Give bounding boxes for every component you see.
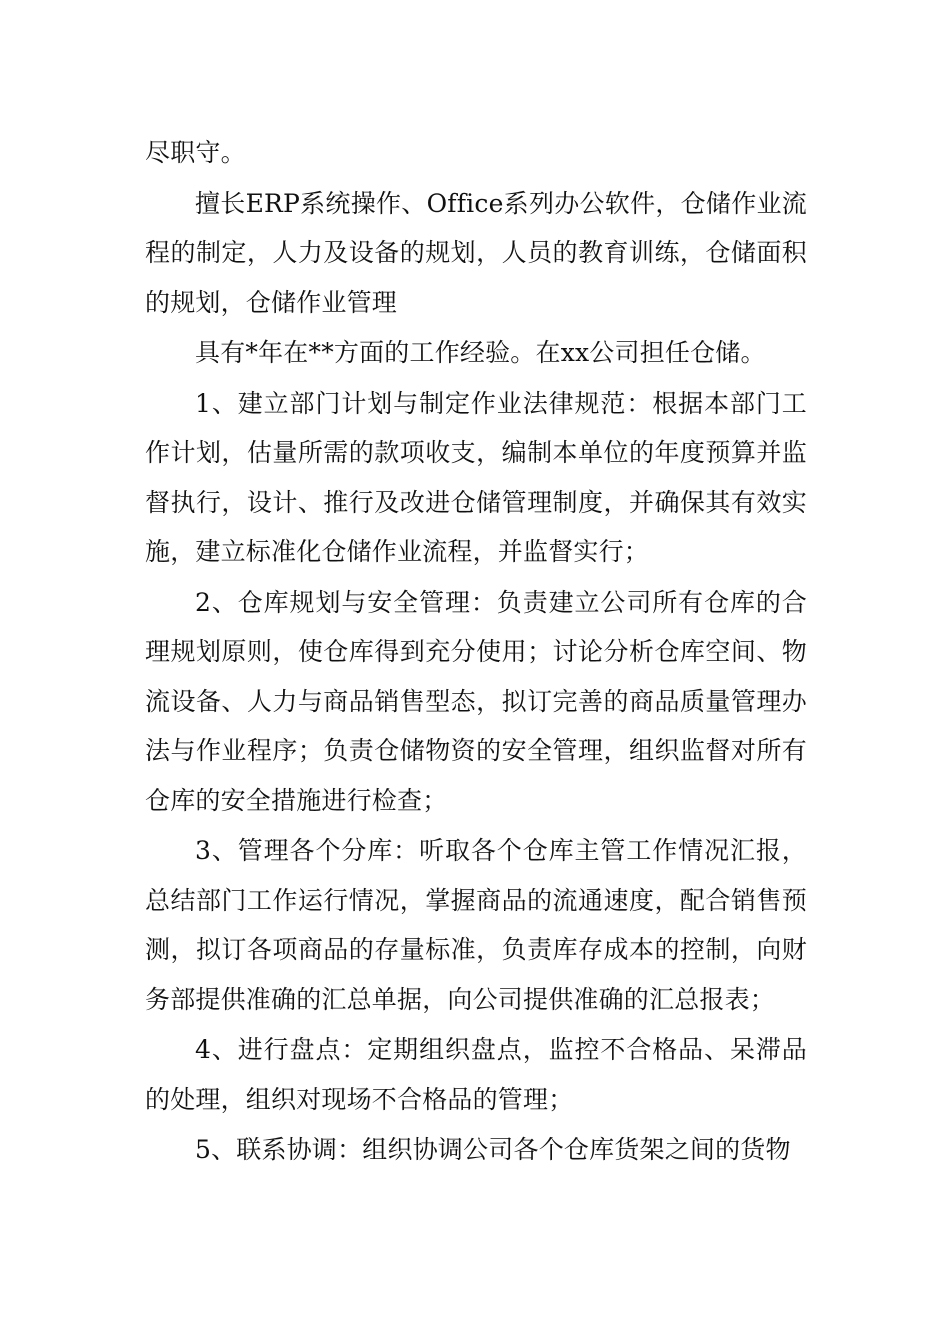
paragraph-duty-2: 2、仓库规划与安全管理：负责建立公司所有仓库的合理规划原则，使仓库得到充分使用；讨论分析仓库空间、物流设备、人力与商品销售型态，拟订完善的商品质量管理办法与作业程序；负责仓储物资的安全管理，组织监督对所有仓库的安全措施进行检查； <box>145 587 807 815</box>
paragraph-continuation: 尽职守。 <box>145 138 246 167</box>
paragraph-duty-3: 3、管理各个分库：听取各个仓库主管工作情况汇报，总结部门工作运行情况，掌握商品的流通速度，配合销售预测，拟订各项商品的存量标准，负责库存成本的控制，向财务部提供准确的汇总单据，向公司提供准确的汇总报表； <box>145 836 807 1014</box>
paragraph-experience: 具有*年在**方面的工作经验。在xx公司担任仓储。 <box>195 338 766 367</box>
paragraph-skills: 擅长ERP系统操作、Office系列办公软件，仓储作业流程的制定，人力及设备的规划，人员的教育训练，仓储面积的规划，仓储作业管理 <box>145 188 807 317</box>
paragraph-duty-5: 5、联系协调：组织协调公司各个仓库货架之间的货物 <box>195 1135 791 1164</box>
document-body <box>145 128 807 1176</box>
paragraph-duty-1: 1、建立部门计划与制定作业法律规范：根据本部门工作计划，估量所需的款项收支，编制本单位的年度预算并监督执行，设计、推行及改进仓储管理制度，并确保其有效实施，建立标准化仓储作业流程，并监督实行； <box>145 388 807 566</box>
paragraph-duty-4: 4、进行盘点：定期组织盘点，监控不合格品、呆滞品的处理，组织对现场不合格品的管理； <box>145 1035 807 1114</box>
